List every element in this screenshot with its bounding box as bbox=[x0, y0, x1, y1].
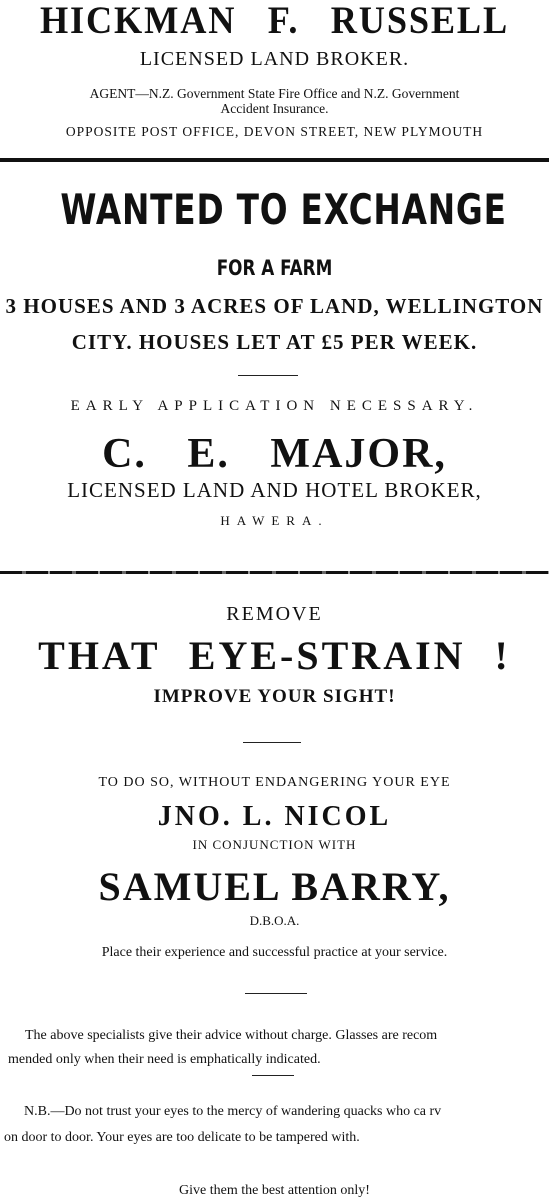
broker-name: C. E. MAJOR, bbox=[102, 431, 447, 477]
russell-address: OPPOSITE POST OFFICE, DEVON STREET, NEW PLYMOUTH bbox=[65, 124, 484, 139]
eye-subhead: IMPROVE YOUR SIGHT! bbox=[153, 686, 396, 707]
exchange-subhead: FOR A FARM bbox=[216, 256, 333, 280]
barry-name: SAMUEL BARRY, bbox=[98, 864, 451, 909]
russell-agent-line-2: Accident Insurance. bbox=[220, 101, 329, 116]
exchange-line-1: 3 HOUSES AND 3 ACRES OF LAND, WELLINGTON bbox=[5, 294, 544, 318]
short-rule-4 bbox=[252, 1075, 294, 1076]
exchange-headline: WANTED TO EXCHANGE bbox=[60, 185, 507, 234]
eye-paragraph-line-2: mended only when their need is emphatically indicated. bbox=[8, 1052, 321, 1067]
nb-line-3: Give them the best attention only! bbox=[179, 1183, 370, 1198]
eye-offer-line: Place their experience and successful practice at your service. bbox=[101, 945, 448, 960]
conjunction-line: IN CONJUNCTION WITH bbox=[192, 837, 357, 852]
broker-title: LICENSED LAND AND HOTEL BROKER, bbox=[67, 478, 482, 502]
barry-qualification: D.B.O.A. bbox=[249, 913, 300, 928]
eye-todo-line: TO DO SO, WITHOUT ENDANGERING YOUR EYE bbox=[98, 775, 451, 790]
short-rule-1 bbox=[238, 375, 298, 376]
short-rule-3 bbox=[245, 993, 307, 994]
exchange-line-2: CITY. HOUSES LET AT £5 PER WEEK. bbox=[71, 330, 478, 354]
russell-agent-line-1: AGENT—N.Z. Government State Fire Office and N.Z. Government bbox=[89, 86, 460, 101]
broker-town: HAWERA. bbox=[220, 513, 329, 528]
eye-paragraph-line-1: The above specialists give their advice without charge. Glasses are recom bbox=[25, 1028, 438, 1043]
divider-rule-2 bbox=[0, 571, 549, 574]
nb-line-1: N.B.—Do not trust your eyes to the mercy of wandering quacks who ca rv bbox=[24, 1104, 442, 1119]
nicol-name: JNO. L. NICOL bbox=[157, 801, 392, 832]
divider-rule-1 bbox=[0, 158, 549, 162]
nb-line-2: on door to door. Your eyes are too delicate to be tampered with. bbox=[4, 1130, 360, 1145]
russell-name: HICKMAN F. RUSSELL bbox=[39, 0, 510, 42]
exchange-early-application: EARLY APPLICATION NECESSARY. bbox=[70, 398, 479, 414]
eye-remove: REMOVE bbox=[226, 603, 323, 625]
eye-headline: THAT EYE-STRAIN ! bbox=[38, 633, 511, 678]
short-rule-2 bbox=[243, 742, 301, 743]
russell-subtitle: LICENSED LAND BROKER. bbox=[139, 48, 410, 70]
